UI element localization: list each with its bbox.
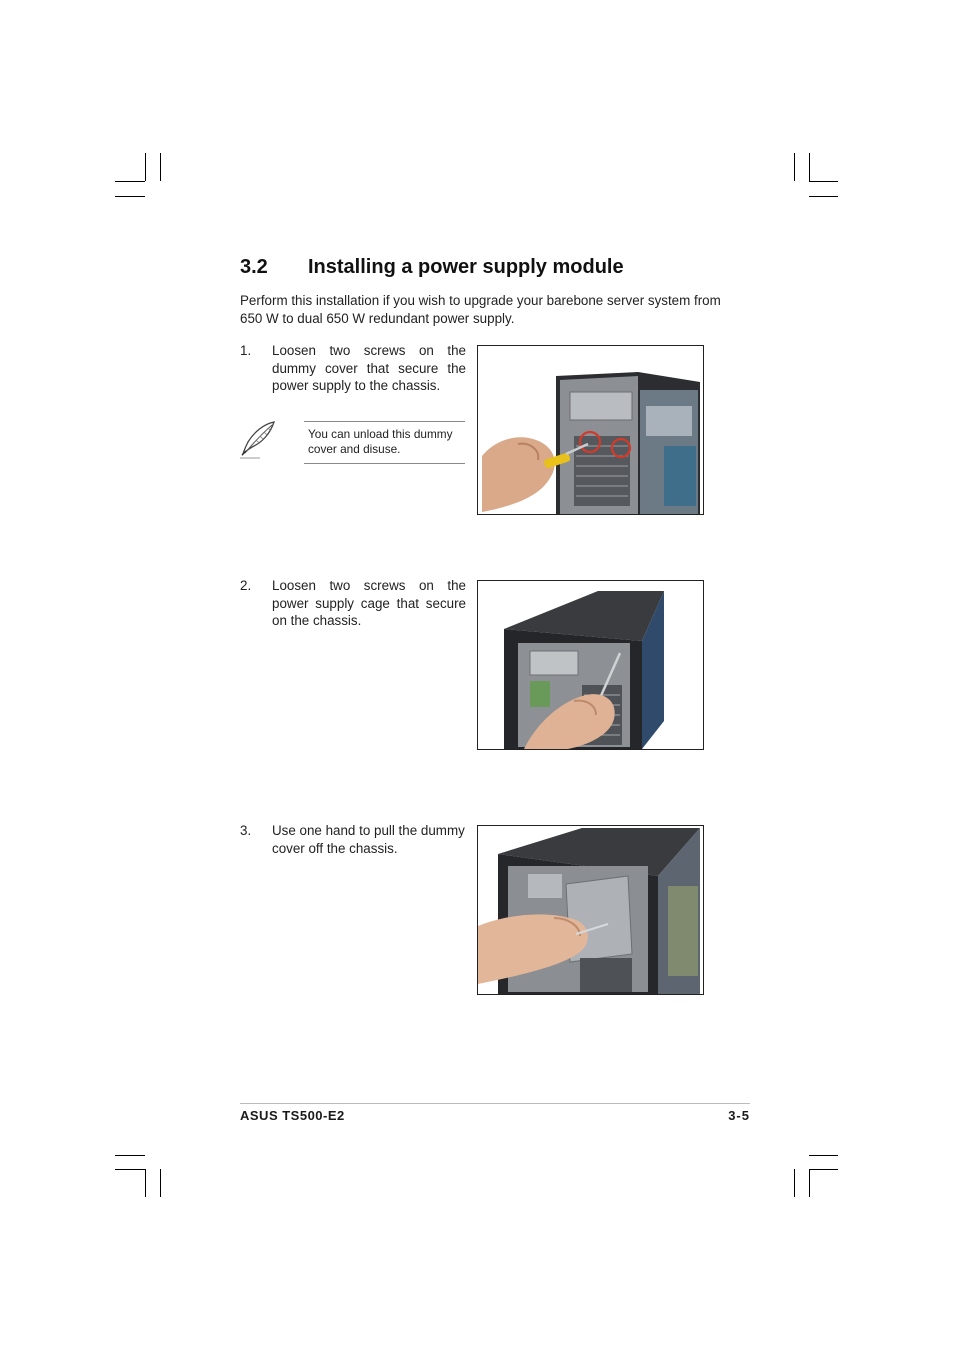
step-number: 3.	[240, 823, 252, 838]
step-text: Loosen two screws on the power supply cage that secure on the chassis.	[272, 578, 466, 628]
note-box: You can unload this dummy cover and disuse.	[304, 421, 465, 464]
step-number: 2.	[240, 578, 252, 593]
section-title: Installing a power supply module	[308, 256, 624, 278]
footer-product: ASUS TS500-E2	[240, 1108, 345, 1123]
step-1-photo	[477, 345, 704, 515]
step-1	[240, 342, 466, 395]
step-3	[240, 822, 466, 857]
intro-paragraph: Perform this installation if you wish to upgrade your barebone server system from 650 W to dual 650 W redundant power supply.	[240, 293, 721, 326]
step-text: Use one hand to pull the dummy cover off the chassis.	[272, 823, 465, 856]
feather-pen-icon	[238, 418, 280, 460]
step-2	[240, 577, 466, 630]
step-number: 1.	[240, 343, 252, 358]
section-heading	[240, 256, 624, 279]
step-2-photo	[477, 580, 704, 750]
step-text: Loosen two screws on the dummy cover that secure the power supply to the chassis.	[272, 343, 466, 393]
footer-page-number: 3-5	[728, 1108, 750, 1123]
step-3-photo	[477, 825, 704, 995]
section-number: 3.2	[240, 256, 268, 278]
